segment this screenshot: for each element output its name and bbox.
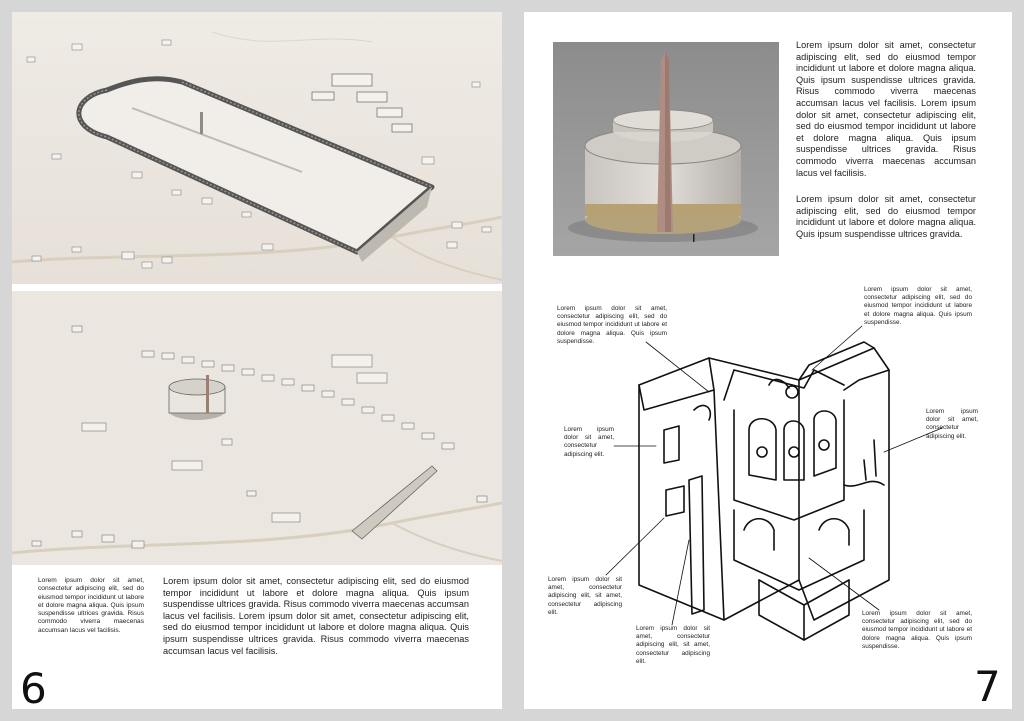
page-number-left: 6 [20, 664, 47, 713]
rotunda-obelisk-render [553, 42, 779, 256]
page-number-right: 7 [974, 662, 1001, 711]
left-body-text: Lorem ipsum dolor sit amet, consectetur adipiscing elit, sed do eiusmod tempor incididunt ut labore et dolore magna aliqua. Quis ipsum suspendisse ultrices gravida. Risus commodo viverra maecenas accumsan lacus vel facilisis. Lorem ipsum dolor sit amet, consectetur adipiscing elit, sed do eiusmod tempor incididunt ut labore et dolore magna aliqua. Quis ipsum suspendisse ultrices gravida. Risus commodo viverra maecenas accumsan lacus vel facilisis. [163, 576, 469, 656]
annotation-mid-right: Lorem ipsum dolor sit amet, consectetur adipiscing elit. [926, 408, 978, 440]
right-page [524, 12, 1012, 709]
rotunda-site-render [12, 291, 502, 565]
annotation-mid-left: Lorem ipsum dolor sit amet, consectetur adipiscing elit. [564, 426, 614, 458]
left-page [12, 12, 502, 713]
annotation-top-left: Lorem ipsum dolor sit amet, consectetur adipiscing elit, sed do eiusmod tempor incididunt ut labore et dolore magna aliqua. Quis ipsum suspendisse. [557, 305, 667, 345]
circus-aerial-render [12, 12, 502, 284]
left-caption-small: Lorem ipsum dolor sit amet, consectetur adipiscing elit, sed do eiusmod tempor incididunt ut labore et dolore magna aliqua. Quis ipsum suspendisse ultrices gravida. Risus commodo viverra maecenas accumsan lacus vel facilisis. [38, 577, 144, 634]
annotation-bottom-center: Lorem ipsum dolor sit amet, consectetur adipiscing elit, sit amet, consectetur adipiscing elit. [636, 625, 710, 665]
annotation-bottom-left: Lorem ipsum dolor sit amet, consectetur adipiscing elit, sit amet, consectetur adipiscing elit. [548, 576, 622, 616]
right-paragraph-1: Lorem ipsum dolor sit amet, consectetur adipiscing elit, sed do eiusmod tempor incididunt ut labore et dolore magna aliqua. Quis ipsum suspendisse ultrices gravida. Risus commodo viverra maecenas accumsan lacus vel facilisis. Lorem ipsum dolor sit amet, consectetur adipiscing elit, sed do eiusmod tempor incididunt ut labore et dolore magna aliqua. Quis ipsum suspendisse ultrices gravida. Risus commodo viverra maecenas accumsan lacus vel facilisis. [796, 40, 976, 178]
annotation-top-right: Lorem ipsum dolor sit amet, consectetur adipiscing elit, sed do eiusmod tempor incididunt ut labore et dolore magna aliqua. Quis ipsum suspendisse. [864, 286, 972, 326]
annotation-bottom-right: Lorem ipsum dolor sit amet, consectetur adipiscing elit, sed do eiusmod tempor incididunt ut labore et dolore magna aliqua. Quis ipsum suspendisse. [862, 610, 972, 650]
right-paragraph-2: Lorem ipsum dolor sit amet, consectetur adipiscing elit, sed do eiusmod tempor incididunt ut labore et dolore magna aliqua. Quis ipsum suspendisse ultrices gravida. [796, 194, 976, 239]
